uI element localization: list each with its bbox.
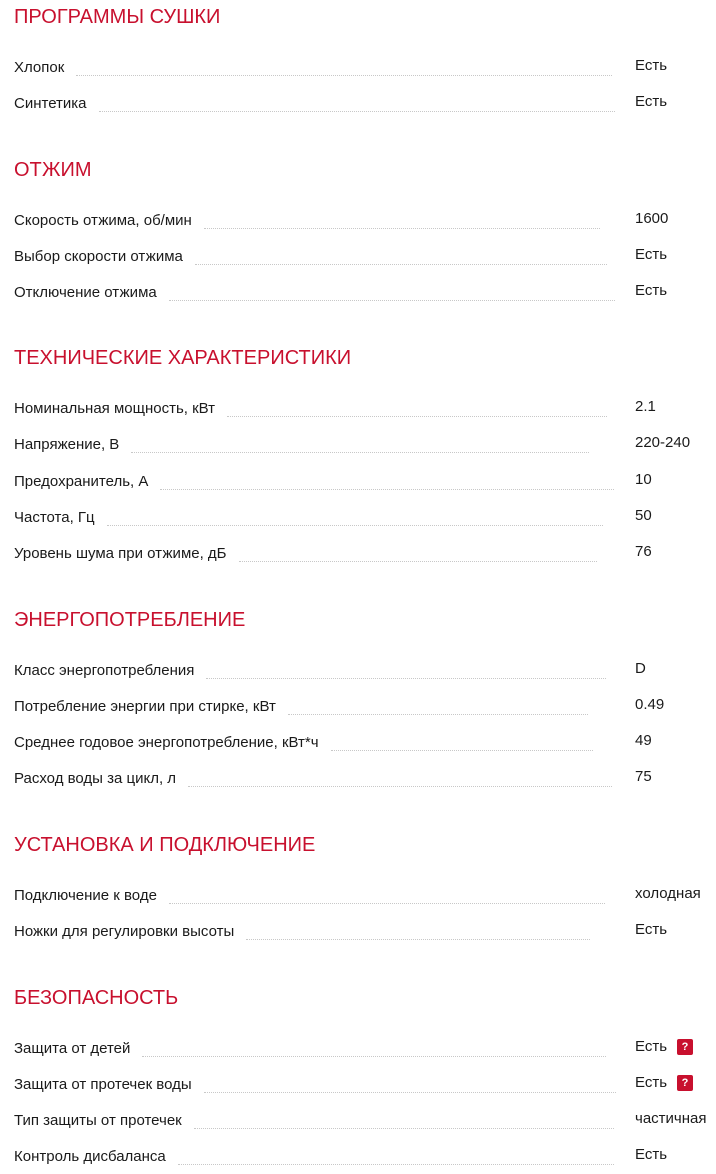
section-title-drying-programs: ПРОГРАММЫ СУШКИ (14, 6, 221, 28)
dotted-leader (76, 75, 612, 76)
spec-value: 49 (635, 732, 652, 749)
spec-value: 2.1 (635, 398, 656, 415)
spec-value: Есть (635, 246, 668, 263)
dotted-leader (204, 228, 600, 229)
dotted-leader (206, 678, 606, 679)
dotted-leader (169, 903, 605, 904)
spec-label: Расход воды за цикл, л (14, 770, 177, 787)
dotted-leader (188, 786, 612, 787)
spec-value: Есть (635, 1146, 668, 1163)
spec-label: Класс энергопотребления (14, 662, 195, 679)
dotted-leader (227, 416, 607, 417)
spec-label: Потребление энергии при стирке, кВт (14, 698, 276, 715)
help-icon[interactable]: ? (677, 1075, 693, 1091)
spec-label: Среднее годовое энергопотребление, кВт*ч (14, 734, 319, 751)
spec-row (14, 1036, 716, 1058)
spec-label: Тип защиты от протечек (14, 1112, 182, 1129)
spec-label: Синтетика (14, 95, 87, 112)
dotted-leader (331, 750, 593, 751)
spec-label: Хлопок (14, 59, 65, 76)
spec-value: Есть ? (635, 1038, 693, 1056)
spec-value: Есть (635, 921, 668, 938)
section-title-spin: ОТЖИМ (14, 159, 92, 181)
spec-value: 0.49 (635, 696, 665, 713)
help-icon[interactable]: ? (677, 1039, 693, 1055)
section-title-installation: УСТАНОВКА И ПОДКЛЮЧЕНИЕ (14, 834, 316, 856)
spec-row (14, 658, 716, 680)
spec-label: Контроль дисбаланса (14, 1148, 166, 1165)
spec-label: Ножки для регулировки высоты (14, 923, 235, 940)
spec-label: Предохранитель, А (14, 473, 149, 490)
section-title-energy: ЭНЕРГОПОТРЕБЛЕНИЕ (14, 609, 246, 631)
section-title-safety: БЕЗОПАСНОСТЬ (14, 987, 179, 1009)
spec-label: Скорость отжима, об/мин (14, 212, 192, 229)
spec-row (14, 1108, 716, 1130)
spec-value: 220-240 (635, 434, 691, 451)
spec-row (14, 541, 716, 563)
spec-row (14, 396, 716, 418)
dotted-leader (178, 1164, 614, 1165)
spec-value: Есть (635, 57, 668, 74)
spec-value: 10 (635, 471, 652, 488)
spec-label: Отключение отжима (14, 284, 157, 301)
spec-label: Подключение к воде (14, 887, 157, 904)
spec-row (14, 1144, 716, 1166)
spec-label: Выбор скорости отжима (14, 248, 183, 265)
spec-row (14, 694, 716, 716)
dotted-leader (204, 1092, 616, 1093)
dotted-leader (142, 1056, 606, 1057)
spec-row (14, 91, 716, 113)
spec-value: частичная (635, 1110, 707, 1127)
spec-row (14, 1072, 716, 1094)
spec-value: 50 (635, 507, 652, 524)
spec-row (14, 208, 716, 230)
dotted-leader (195, 264, 607, 265)
spec-row (14, 730, 716, 752)
spec-row (14, 432, 716, 454)
spec-value: 75 (635, 768, 652, 785)
spec-row (14, 55, 716, 77)
spec-row (14, 244, 716, 266)
spec-label: Защита от протечек воды (14, 1076, 192, 1093)
spec-row (14, 919, 716, 941)
spec-label: Уровень шума при отжиме, дБ (14, 545, 227, 562)
dotted-leader (194, 1128, 614, 1129)
dotted-leader (169, 300, 615, 301)
spec-label: Напряжение, В (14, 436, 120, 453)
dotted-leader (99, 111, 615, 112)
spec-label: Номинальная мощность, кВт (14, 400, 216, 417)
dotted-leader (131, 452, 589, 453)
spec-row (14, 505, 716, 527)
dotted-leader (160, 489, 614, 490)
dotted-leader (246, 939, 590, 940)
spec-value: 76 (635, 543, 652, 560)
spec-value: 1600 (635, 210, 669, 227)
spec-row (14, 469, 716, 491)
spec-row (14, 766, 716, 788)
spec-value: Есть (635, 93, 668, 110)
spec-label: Частота, Гц (14, 509, 95, 526)
spec-value: холодная (635, 885, 701, 902)
spec-row (14, 280, 716, 302)
spec-value: Есть ? (635, 1074, 693, 1092)
spec-label: Защита от детей (14, 1040, 131, 1057)
spec-value: D (635, 660, 646, 677)
dotted-leader (239, 561, 597, 562)
dotted-leader (288, 714, 588, 715)
spec-value: Есть (635, 282, 668, 299)
spec-row (14, 883, 716, 905)
dotted-leader (107, 525, 603, 526)
section-title-technical-specs: ТЕХНИЧЕСКИЕ ХАРАКТЕРИСТИКИ (14, 347, 352, 369)
